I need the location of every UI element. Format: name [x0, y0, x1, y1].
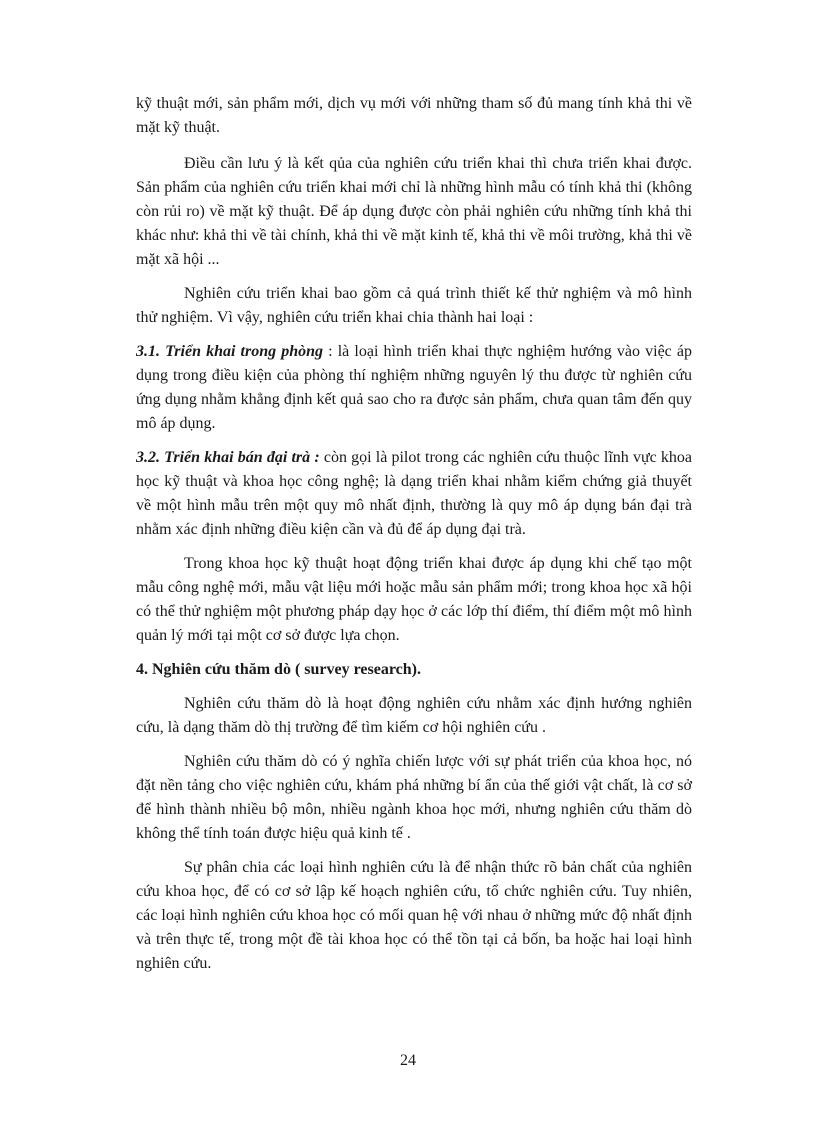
- paragraph-intro-types: Nghiên cứu triển khai bao gồm cả quá trình thiết kế thử nghiệm và mô hình thử nghiệm. Vì vậy, nghiên cứu triển khai chia thành hai loại :: [136, 285, 692, 326]
- section-3-1: [136, 340, 692, 436]
- paragraph-continued: kỹ thuật mới, sản phẩm mới, dịch vụ mới với những tham số đủ mang tính khả thi về mặt kỹ thuật.: [136, 95, 692, 136]
- section-4-heading: 4. Nghiên cứu thăm dò ( survey research).: [136, 661, 421, 678]
- section-3-1-heading: 3.1. Triển khai trong phòng: [136, 343, 324, 360]
- page-body: [136, 92, 692, 986]
- paragraph-note: Điều cần lưu ý là kết qủa của nghiên cứu triển khai thì chưa triển khai được. Sản phẩm của nghiên cứu triển khai mới chỉ là những hình mẫu có tính khả thi (không còn rủi ro) về mặt kỹ thuật. Để áp dụng được còn phải nghiên cứu những tính khả thi khác như: khả thi về tài chính, khả thi về mặt kinh tế, khả thi về môi trường, khả thi về mặt xã hội ...: [136, 155, 692, 268]
- paragraph-survey-meaning: Nghiên cứu thăm dò có ý nghĩa chiến lược với sự phát triển của khoa học, nó đặt nền tảng cho việc nghiên cứu, khám phá những bí ẩn của thế giới vật chất, là cơ sở để hình thành nhiều bộ môn, nhiều ngành khoa học mới, nhưng nghiên cứu thăm dò không thể tính toán được hiệu quả kinh tế .: [136, 753, 692, 842]
- section-3-2-body: còn gọi là pilot trong các nghiên cứu thuộc lĩnh vực khoa học kỹ thuật và khoa học công nghệ; là dạng triển khai nhằm kiểm chứng giả thuyết về một hình mẫu trên một quy mô nhất định, thường là quy mô áp dụng bán đại trà nhằm xác định những điều kiện cần và đủ để áp dụng đại trà.: [136, 449, 693, 538]
- page-number: 24: [400, 1052, 416, 1069]
- paragraph-survey-definition: Nghiên cứu thăm dò là hoạt động nghiên cứu nhằm xác định hướng nghiên cứu, là dạng thăm dò thị trường để tìm kiếm cơ hội nghiên cứu .: [136, 695, 692, 736]
- section-3-2-heading: 3.2. Triển khai bán đại trà :: [136, 449, 320, 466]
- paragraph-conclusion: Sự phân chia các loại hình nghiên cứu là để nhận thức rõ bản chất của nghiên cứu khoa học, để có cơ sở lập kế hoạch nghiên cứu, tổ chức nghiên cứu. Tuy nhiên, các loại hình nghiên cứu khoa học có mối quan hệ với nhau ở những mức độ nhất định và trên thực tế, trong một đề tài khoa học có thể tồn tại cả bốn, ba hoặc hai loại hình nghiên cứu.: [136, 859, 692, 972]
- paragraph-application: Trong khoa học kỹ thuật hoạt động triển khai được áp dụng khi chế tạo một mẫu công nghệ mới, mẫu vật liệu mới hoặc mẫu sản phẩm mới; trong khoa học xã hội có thể thử nghiệm một phương pháp dạy học ở các lớp thí điểm, thí điểm một mô hình quản lý mới tại một cơ sở được lựa chọn.: [136, 555, 692, 644]
- section-3-1-body: : là loại hình triển khai thực nghiệm hướng vào việc áp dụng trong điều kiện của phòng thí nghiệm những nguyên lý thu được từ nghiên cứu ứng dụng nhằm khẳng định kết quả sao cho ra được sản phẩm, chưa quan tâm đến quy mô áp dụng.: [136, 343, 692, 432]
- section-3-2: [136, 446, 692, 542]
